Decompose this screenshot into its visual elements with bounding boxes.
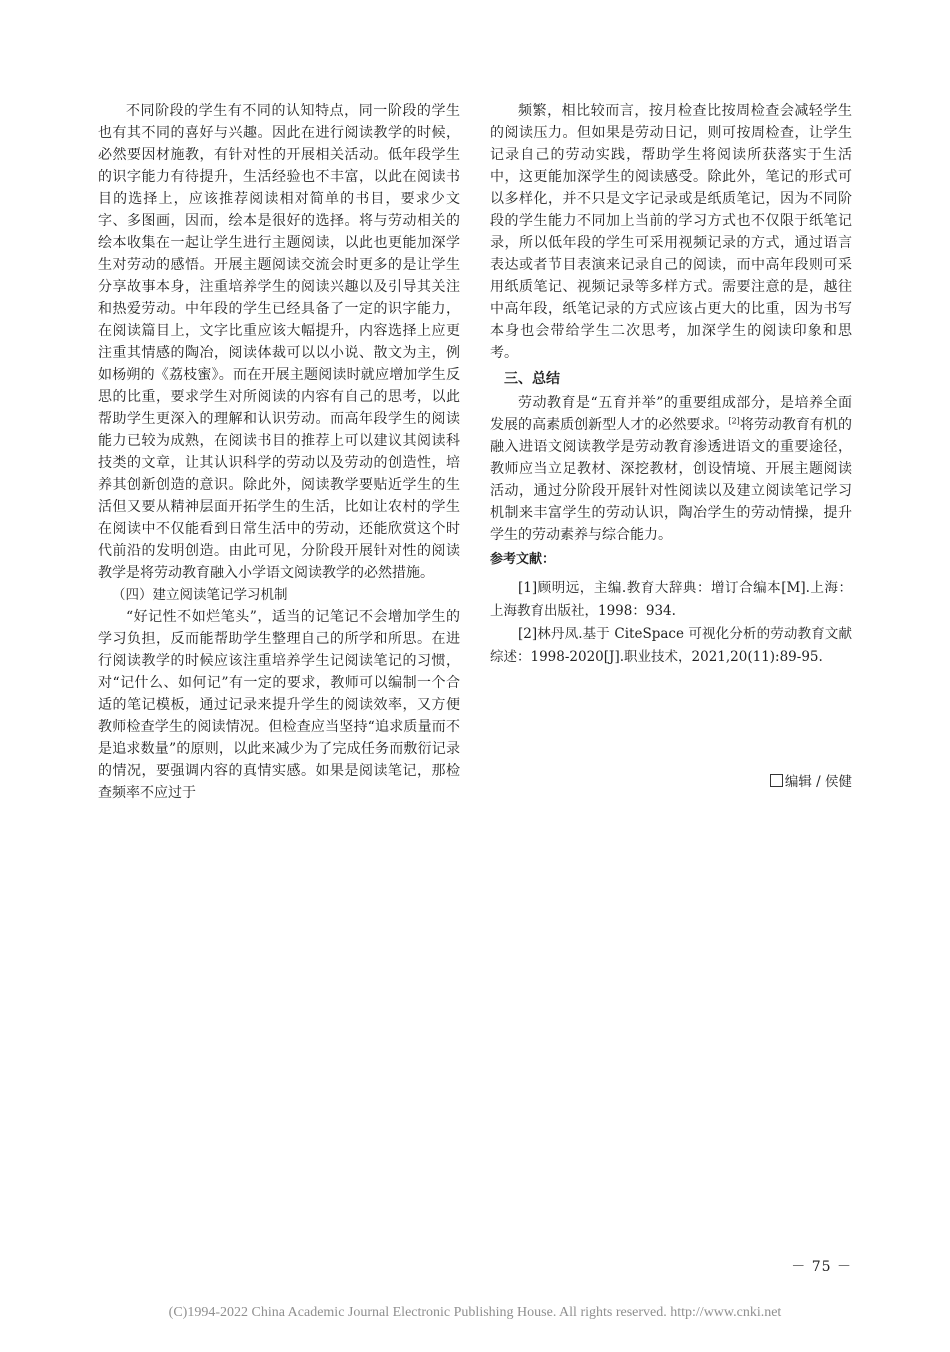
reference-item: [2]林丹凤.基于 CiteSpace 可视化分析的劳动教育文献综述：1998-2020[J].职业技术，2021,20(11):89-95. [490,626,852,665]
references-section [490,548,852,669]
references-title: 参考文献： [490,552,556,567]
reference-item: [1]顾明远，主编.教育大辞典：增订合编本[M].上海：上海教育出版社，1998：934. [490,580,852,619]
editor-credit [770,770,852,790]
section-heading: 三、总结 [504,371,560,387]
paragraph-text: 将劳动教育有机的融入进语文阅读教学是劳动教育渗透进语文的重要途径，教师应当立足教材、深挖教材，创设情境、开展主题阅读活动，通过分阶段开展针对性阅读以及建立阅读笔记学习机制来丰富学生的劳动认识，陶冶学生的劳动情操，提升学生的劳动素养与综合能力。 [490,417,853,543]
square-icon [770,774,783,787]
paragraph-text: 劳动教育是“五育并举”的重要组成部分，是培养全面发展的高素质创新型人才的必然要求。 [490,395,852,433]
editor-text: 编辑 / 侯健 [784,774,852,790]
left-column [98,100,460,804]
page-number: － 75 － [791,1259,852,1275]
body-paragraph: 频繁，相比较而言，按月检查比按周检查会减轻学生的阅读压力。但如果是劳动日记，则可按周检查，让学生记录自己的劳动实践，帮助学生将阅读所获落实于生活中，这更能加深学生的阅读感受。除此外，笔记的形式可以多样化，并不只是文字记录或是纸质笔记，因为不同阶段的学生能力不同加上当前的学习方式也不仅限于纸笔记录，所以低年段的学生可采用视频记录的方式，通过语言表达或者节目表演来记录自己的阅读，而中高年段则可采用纸质笔记、视频记录等多样方式。需要注意的是，越往中高年段，纸笔记录的方式应该占更大的比重，因为书写本身也会带给学生二次思考，加深学生的阅读印象和思考。 [490,103,852,361]
citation-superscript: [2] [728,416,740,426]
body-paragraph: “好记性不如烂笔头”，适当的记笔记不会增加学生的学习负担，反而能帮助学生整理自己的所学和所思。在进行阅读教学的时候应该注重培养学生记阅读笔记的习惯，对“记什么、如何记”有一定的要求，教师可以编制一个合适的笔记模板，通过记录来提升学生的阅读效率，又方便教师检查学生的阅读情况。但检查应当坚持“追求质量而不是追求数量”的原则，以此来减少为了完成任务而敷衍记录的情况，要强调内容的真情实感。如果是阅读笔记，那检查频率不应过于 [98,609,460,801]
body-paragraph: 不同阶段的学生有不同的认知特点，同一阶段的学生也有其不同的喜好与兴趣。因此在进行阅读教学的时候，必然要因材施教，有针对性的开展相关活动。低年段学生的识字能力有待提升，生活经验也不丰富，以此在阅读书目的选择上，应该推荐阅读相对简单的书目，要求少文字、多图画，因而，绘本是很好的选择。将与劳动相关的绘本收集在一起让学生进行主题阅读，以此也更能加深学生对劳动的感悟。开展主题阅读交流会时更多的是让学生分享故事本身，注重培养学生的阅读兴趣以及引导其关注和热爱劳动。中年段的学生已经具备了一定的识字能力，在阅读篇目上，文字比重应该大幅提升，内容选择上应更注重其情感的陶冶，阅读体裁可以以小说、散文为主，例如杨朔的《荔枝蜜》。而在开展主题阅读时就应增加学生反思的比重，要求学生对所阅读的内容有自己的思考，以此帮助学生更深入的理解和认识劳动。而高年段学生的阅读能力已较为成熟，在阅读书目的推荐上可以建议其阅读科技类的文章，让其认识科学的劳动以及劳动的创造性，培养其创新创造的意识。除此外，阅读教学要贴近学生的生活但又要从精神层面开拓学生的生活，比如让农村的学生在阅读中不仅能看到日常生活中的劳动，还能欣赏这个时代前沿的发明创造。由此可见，分阶段开展针对性的阅读教学是将劳动教育融入小学语文阅读教学的必然措施。 [98,103,460,581]
body-paragraph [490,392,852,546]
copyright-footer: (C)1994-2022 China Academic Journal Electronic Publishing House. All rights reserved. http://www.cnki.net [168,1305,782,1320]
subsection-heading: （四）建立阅读笔记学习机制 [112,587,288,603]
right-column [490,100,852,546]
